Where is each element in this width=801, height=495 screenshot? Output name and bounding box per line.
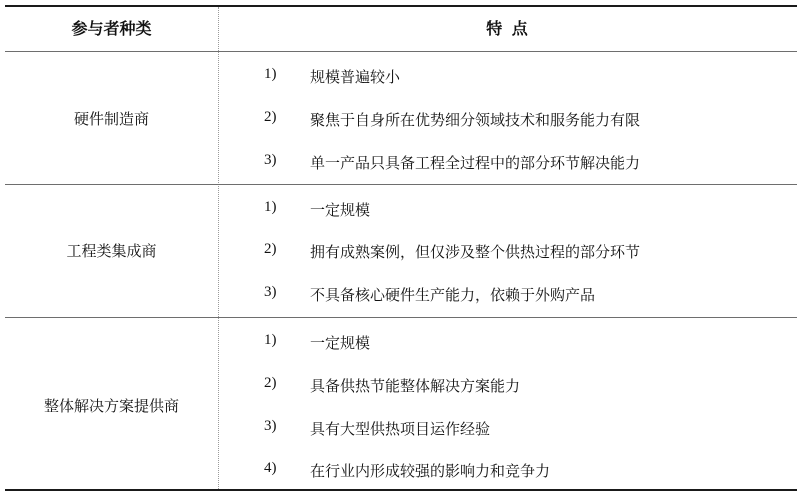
item-number: 2): [264, 241, 277, 257]
table-row-hardware-manufacturer: [5, 52, 797, 185]
table-row-total-solution-provider: [5, 318, 797, 491]
list-item: [219, 199, 797, 221]
item-number: 1): [264, 332, 277, 348]
item-text: 具有大型供热项目运作经验: [310, 420, 491, 438]
table-row-engineering-integrator: [5, 185, 797, 318]
item-number: 1): [264, 66, 277, 82]
list-item: [219, 109, 797, 131]
header-participant-type: 参与者种类: [71, 19, 152, 38]
participant-table: [5, 5, 797, 491]
item-text: 具备供热节能整体解决方案能力: [310, 377, 521, 395]
item-number: 3): [264, 284, 277, 300]
item-text: 拥有成熟案例，但仅涉及整个供热过程的部分环节: [310, 243, 641, 261]
list-item: [219, 241, 797, 263]
item-text: 单一产品只具备工程全过程中的部分环节解决能力: [310, 154, 641, 172]
item-number: 2): [264, 375, 277, 391]
participant-type-label: 工程类集成商: [66, 242, 157, 260]
header-characteristics-label: 特 点: [486, 19, 530, 38]
item-text: 在行业内形成较强的影响力和竞争力: [310, 462, 551, 480]
participant-type-label: 硬件制造商: [73, 110, 149, 128]
list-item: [219, 418, 797, 440]
item-text: 规模普遍较小: [310, 68, 401, 86]
list-item: [219, 66, 797, 88]
list-item: [219, 284, 797, 306]
item-number: 1): [264, 199, 277, 215]
item-text: 聚焦于自身所在优势细分领域技术和服务能力有限: [310, 111, 641, 129]
list-item: [219, 332, 797, 354]
item-text: 一定规模: [310, 334, 371, 352]
item-text: 一定规模: [310, 201, 371, 219]
header-characteristics: [219, 7, 797, 51]
list-item: [219, 375, 797, 397]
participant-type-label: 整体解决方案提供商: [43, 397, 179, 415]
item-text: 不具备核心硬件生产能力，依赖于外购产品: [310, 286, 596, 304]
table-header-row: [5, 7, 797, 52]
item-number: 4): [264, 460, 277, 476]
list-item: [219, 152, 797, 174]
list-item: [219, 460, 797, 482]
item-number: 2): [264, 109, 277, 125]
item-number: 3): [264, 418, 277, 434]
item-number: 3): [264, 152, 277, 168]
